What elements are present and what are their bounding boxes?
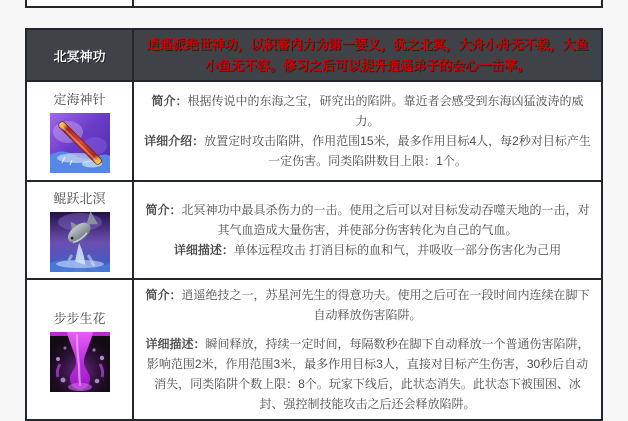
skill-name-cell (26, 81, 133, 181)
intro-label: 简介： (145, 203, 182, 217)
intro-label: 简介： (145, 288, 182, 302)
previous-table-fragment (25, 0, 603, 8)
skill-school-description: 逍遥派绝世神功，以积蓄内力为第一要义，犹之北冥，大舟小舟无不载，大鱼小鱼无不容。修习之后可以提升逍遥弟子的会心一击率。 (133, 29, 602, 81)
detail-text: 瞬间释放，持续一定时间，每隔数秒在脚下自动释放一个普通伤害陷阱，影响范围2米，作用范围3米，最多作用目标3人，直接对目标产生伤害，30秒后自动消失，同类陷阱个数上限：8个。玩家下线后，此状态消失。此状态下被围困、冰封、强控制技能攻击之后还会释放陷阱。 (146, 337, 590, 411)
skill-intro (144, 285, 591, 325)
skill-name-cell (26, 181, 133, 279)
skill-detail (144, 334, 591, 414)
previous-table-fragment-right-cell (134, 0, 601, 6)
detail-text: 放置定时攻击陷阱，作用范围15米，最多作用目标4人，每2秒对目标产生一定伤害。同类陷阱数目上限：1个。 (204, 134, 591, 168)
skill-intro (144, 200, 591, 240)
skill-description-cell (133, 279, 602, 420)
detail-text: 单体远程攻击 打消目标的血和气，并吸收一部分伤害化为己用 (233, 243, 562, 257)
skill-name: 定海神针 (53, 92, 106, 107)
flower-splash-icon (50, 332, 110, 392)
intro-text: 根据传说中的东海之宝，研究出的陷阱。靠近者会感受到东海凶猛波涛的威力。 (187, 94, 584, 128)
table-row (26, 81, 602, 181)
dinghai-staff-icon (50, 113, 110, 173)
detail-label: 详细描述： (173, 243, 234, 257)
table-row (26, 279, 602, 420)
skill-intro (144, 91, 591, 131)
detail-label: 详细介绍： (144, 134, 205, 148)
table-row (26, 181, 602, 279)
skill-description-cell (133, 81, 602, 181)
skill-detail (144, 240, 591, 260)
skill-table (25, 28, 603, 421)
skill-school-title: 北冥神功 (26, 29, 133, 81)
skill-name: 鲲跃北溟 (53, 191, 106, 206)
skill-description-cell (133, 181, 602, 279)
skill-name-cell (26, 279, 133, 420)
previous-table-fragment-left-cell (27, 0, 134, 6)
intro-text: 逍遥绝技之一，苏星河先生的得意功夫。使用之后可在一段时间内连续在脚下自动释放伤害陷阱。 (181, 288, 590, 322)
skill-detail (144, 131, 591, 171)
skill-school-header-row (26, 29, 602, 81)
intro-label: 简介： (151, 94, 188, 108)
detail-label: 详细描述： (145, 337, 206, 351)
intro-text: 北冥神功中最具杀伤力的一击。使用之后可以对目标发动吞噬天地的一击，对其气血造成大量伤害，并使部分伤害转化为自己的气血。 (181, 203, 590, 237)
kun-fish-icon (50, 212, 110, 272)
skill-name: 步步生花 (53, 310, 106, 326)
